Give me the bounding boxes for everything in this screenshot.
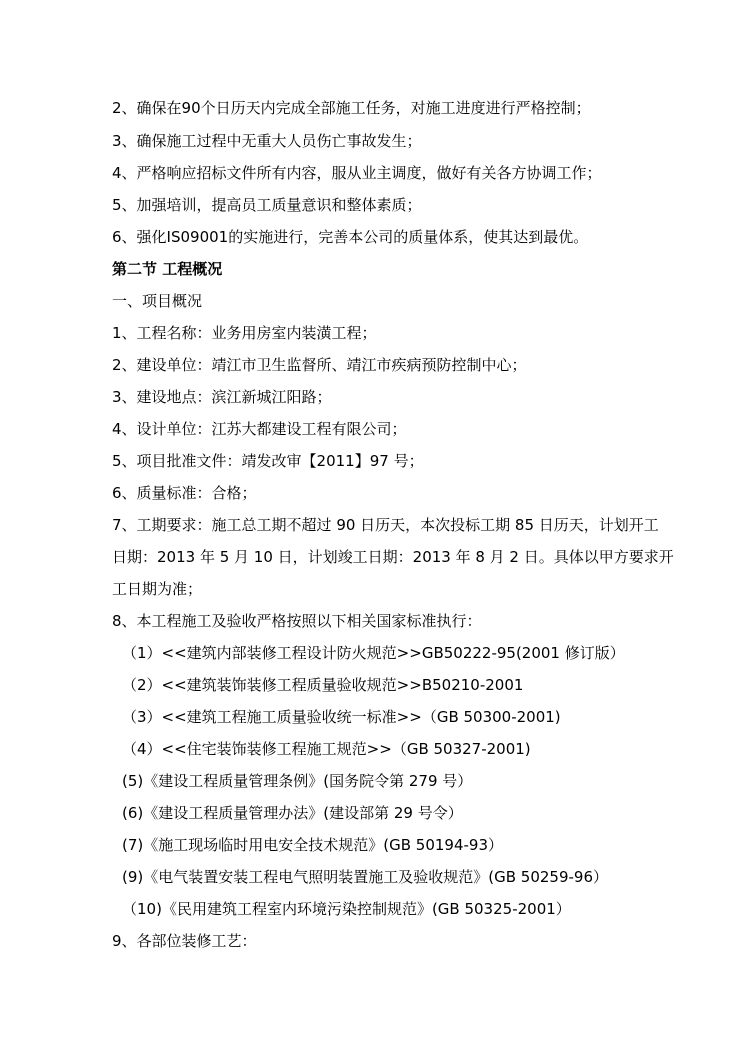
text-line-location: 3、建设地点：滨江新城江阳路； [112,388,332,406]
text-line-goal-4: 4、严格响应招标文件所有内容，服从业主调度，做好有关各方协调工作； [112,164,602,182]
text-line-goal-2: 2、确保在90个日历天内完成全部施工任务，对施工进度进行严格控制； [112,99,591,117]
standard-item-10: （10)《民用建筑工程室内环境污染控制规范》(GB 50325-2001） [122,900,571,918]
text-line-project-name: 1、工程名称：业务用房室内装潢工程； [112,324,377,342]
standard-item-3: （3）<<建筑工程施工质量验收统一标准>>（GB 50300-2001) [122,708,561,726]
text-line-quality: 6、质量标准：合格； [112,484,257,502]
standard-item-9: (9)《电气装置安装工程电气照明装置施工及验收规范》(GB 50259-96） [122,868,609,886]
text-line-design-unit: 4、设计单位：江苏大都建设工程有限公司； [112,420,407,438]
text-line-construction-unit: 2、建设单位：靖江市卫生监督所、靖江市疾病预防控制中心； [112,356,527,374]
text-line-goal-6: 6、强化IS09001的实施进行，完善本公司的质量体系，使其达到最优。 [112,228,589,246]
text-line-schedule-end: 工日期为准； [112,580,203,598]
standard-item-4: （4）<<住宅装饰装修工程施工规范>>（GB 50327-2001) [122,740,531,758]
subsection-heading: 一、项目概况 [112,292,203,310]
section-heading: 第二节 工程概况 [112,260,223,278]
standard-item-7: (7)《施工现场临时用电安全技术规范》(GB 50194-93） [122,836,504,854]
text-line-decoration: 9、各部位装修工艺： [112,932,257,950]
text-line-standards-intro: 8、本工程施工及验收严格按照以下相关国家标准执行： [112,612,482,630]
standard-item-1: （1）<<建筑内部装修工程设计防火规范>>GB50222-95(2001 修订版） [122,644,625,662]
standard-item-2: （2）<<建筑装饰装修工程质量验收规范>>B50210-2001 [122,676,524,694]
standard-item-5: (5)《建设工程质量管理条例》(国务院令第 279 号） [122,772,473,790]
text-line-schedule-cont: 日期：2013 年 5 月 10 日，计划竣工日期：2013 年 8 月 2 日。具体以甲方要求开 [112,548,674,566]
text-line-goal-3: 3、确保施工过程中无重大人员伤亡事故发生； [112,132,422,150]
text-line-approval: 5、项目批准文件：靖发改审【2011】97 号； [112,452,424,470]
text-line-schedule: 7、工期要求：施工总工期不超过 90 日历天，本次投标工期 85 日历天，计划开工 [112,516,659,534]
standard-item-6: (6)《建设工程质量管理办法》(建设部第 29 号令） [122,804,463,822]
text-line-goal-5: 5、加强培训，提高员工质量意识和整体素质； [112,196,422,214]
